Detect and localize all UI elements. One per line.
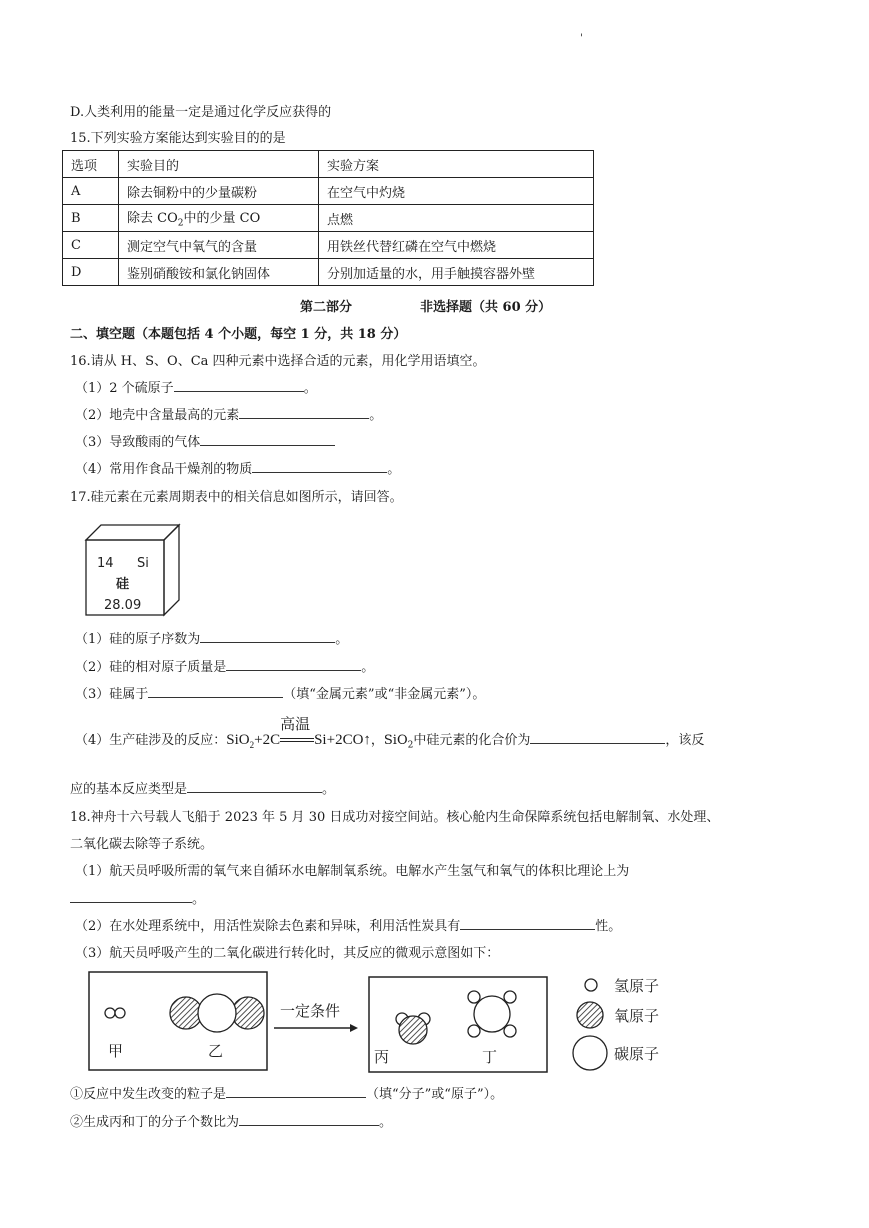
answer-blank[interactable]	[530, 731, 665, 744]
subscript: 2	[407, 740, 414, 751]
answer-blank[interactable]	[200, 433, 335, 446]
item-tail: 。	[192, 892, 206, 907]
q17-item-1	[75, 628, 348, 647]
item-tail: 。	[369, 408, 383, 423]
table-cell: 在空气中灼烧	[319, 178, 594, 205]
hydrogen-atom	[468, 1025, 480, 1037]
answer-blank[interactable]	[239, 406, 369, 419]
item-text: 应的基本反应类型是	[70, 782, 188, 797]
part-two-title: 非选择题（共 60 分）	[420, 300, 552, 315]
subscript: 2	[177, 218, 184, 229]
item-label: （4）常用作食品干燥剂的物质	[75, 462, 253, 477]
equals-line	[280, 741, 314, 742]
item-label: ②生成丙和丁的分子个数比为	[70, 1115, 240, 1130]
q18-item-2	[75, 915, 621, 934]
eq-right: Si+2CO	[314, 732, 364, 748]
part-two-label: 第二部分	[300, 300, 353, 315]
q14-option-d: D.人类利用的能量一定是通过化学反应获得的	[70, 105, 332, 120]
table-header: 选项	[63, 151, 119, 178]
q18-stem-line-2: 二氧化碳去除等子系统。	[70, 837, 214, 852]
table-cell: 除去铜粉中的少量碳粉	[119, 178, 319, 205]
hydrogen-atom	[105, 1008, 115, 1018]
top-mark: '	[580, 33, 583, 44]
q18-item-3: （3）航天员呼吸产生的二氧化碳进行转化时，其反应的微观示意图如下：	[75, 946, 500, 961]
table-cell: D	[63, 259, 119, 286]
subscript: 2	[249, 740, 255, 750]
q16-item-2	[75, 404, 382, 423]
oxygen-atom	[399, 1016, 427, 1044]
eq-left: SiO	[226, 732, 250, 748]
eq-left: +2C	[254, 732, 281, 748]
table-cell: C	[63, 232, 119, 259]
hydrogen-atom	[504, 1025, 516, 1037]
answer-blank[interactable]	[70, 890, 192, 903]
q18-item-1: （1）航天员呼吸所需的氧气来自循环水电解制氧系统。电解水产生氢气和氧气的体积比理论上为	[75, 864, 630, 879]
legend-hydrogen-symbol	[585, 979, 597, 991]
hydrogen-atom	[468, 991, 480, 1003]
cell-text: 中的少量 CO	[183, 211, 261, 227]
q15-options-table	[62, 150, 594, 286]
q18-stem-line-1: 18.神舟十六号载人飞船于 2023 年 5 月 30 日成功对接空间站。核心舱内生命保障系统包括电解制氧、水处理、	[70, 810, 720, 825]
answer-blank[interactable]	[174, 379, 304, 392]
answer-blank[interactable]	[239, 1113, 379, 1126]
answer-blank[interactable]	[187, 780, 322, 793]
table-cell: B	[63, 205, 119, 232]
q15-stem: 15.下列实验方案能达到实验目的的是	[70, 131, 286, 146]
label-jia: 甲	[108, 1042, 124, 1060]
item-label: （2）在水处理系统中，用活性炭除去色素和异味，利用活性炭具有	[75, 919, 461, 934]
table-cell: 测定空气中氧气的含量	[119, 232, 319, 259]
item-tail: 。	[303, 381, 317, 396]
table-cell: 鉴别硝酸铵和氯化钠固体	[119, 259, 319, 286]
q17-item-4-cont	[70, 778, 335, 797]
section-heading: 二、填空题（本题包括 4 个小题，每空 1 分，共 18 分）	[70, 327, 407, 342]
answer-blank[interactable]	[226, 658, 361, 671]
oxygen-atom	[232, 997, 264, 1029]
table-row	[63, 259, 594, 286]
table-row	[63, 205, 594, 232]
answer-blank[interactable]	[148, 685, 283, 698]
item-tail: （填“分子”或“原子”）。	[366, 1087, 504, 1102]
reaction-condition	[280, 716, 314, 747]
label-yi: 乙	[208, 1042, 224, 1060]
table-cell: 点燃	[319, 205, 594, 232]
item-tail: 。	[361, 660, 375, 675]
legend-hydrogen: 氢原子	[614, 977, 660, 995]
equals-line	[280, 738, 314, 739]
atomic-number: 14	[97, 556, 114, 571]
micro-reaction-diagram	[88, 970, 688, 1075]
element-symbol: Si	[137, 556, 149, 571]
condition-text: 高温	[280, 716, 311, 733]
item-label: （3）导致酸雨的气体	[75, 435, 201, 450]
table-cell: A	[63, 178, 119, 205]
hydrogen-atom	[504, 991, 516, 1003]
item-text: 中硅元素的化合价为	[413, 733, 531, 748]
item-tail: 。	[322, 782, 336, 797]
q18-sub-1	[70, 1083, 503, 1102]
q16-item-4	[75, 458, 400, 477]
carbon-atom	[198, 994, 236, 1032]
table-row	[63, 232, 594, 259]
item-label: ①反应中发生改变的粒子是	[70, 1087, 227, 1102]
legend-carbon-symbol	[573, 1036, 607, 1070]
answer-blank[interactable]	[200, 630, 335, 643]
item-label: （1）2 个硫原子	[75, 381, 174, 396]
label-ding: 丁	[482, 1048, 498, 1066]
label-bing: 丙	[374, 1048, 390, 1066]
reaction-condition: 一定条件	[280, 1002, 341, 1020]
item-tail: 性。	[595, 919, 622, 934]
q16-stem: 16.请从 H、S、O、Ca 四种元素中选择合适的元素，用化学用语填空。	[70, 354, 486, 369]
products-box	[369, 977, 547, 1072]
q18-sub-2	[70, 1111, 392, 1130]
answer-blank[interactable]	[252, 460, 387, 473]
item-label: （1）硅的原子序数为	[75, 632, 201, 647]
table-cell: 分别加适量的水，用手触摸容器外壁	[319, 259, 594, 286]
q17-item-4	[75, 716, 705, 751]
item-tail: 。	[379, 1115, 393, 1130]
hydrogen-atom	[115, 1008, 125, 1018]
atomic-mass: 28.09	[104, 598, 142, 613]
table-cell: 用铁丝代替红磷在空气中燃烧	[319, 232, 594, 259]
table-header-row	[63, 151, 594, 178]
gas-arrow: ↑	[363, 732, 371, 748]
cell-text: 除去 CO	[127, 211, 178, 227]
q18-item-1-answer	[70, 888, 205, 907]
item-tail: ，该反	[665, 733, 705, 748]
legend-oxygen-symbol	[577, 1002, 603, 1028]
q17-item-3	[75, 683, 485, 702]
item-label: （3）硅属于	[75, 687, 149, 702]
oxygen-atom	[170, 997, 202, 1029]
item-tail: 。	[387, 462, 401, 477]
chemical-equation	[226, 716, 371, 750]
answer-blank[interactable]	[226, 1085, 366, 1098]
item-label: （2）地壳中含量最高的元素	[75, 408, 240, 423]
q17-stem: 17.硅元素在元素周期表中的相关信息如图所示，请回答。	[70, 490, 403, 505]
item-text: ，SiO	[370, 733, 408, 748]
item-tail: 。	[335, 632, 349, 647]
element-name: 硅	[116, 577, 130, 592]
answer-blank[interactable]	[460, 917, 595, 930]
item-label: （2）硅的相对原子质量是	[75, 660, 227, 675]
table-header: 实验方案	[319, 151, 594, 178]
table-cell	[119, 205, 319, 232]
q16-item-3	[75, 431, 335, 450]
table-row	[63, 178, 594, 205]
legend-carbon: 碳原子	[614, 1045, 660, 1063]
item-tail: （填“金属元素”或“非金属元素”）。	[283, 687, 486, 702]
arrow-head	[350, 1024, 358, 1032]
carbon-atom	[474, 996, 510, 1032]
legend-oxygen: 氧原子	[614, 1007, 660, 1025]
q17-item-2	[75, 656, 374, 675]
item-label: （4）生产硅涉及的反应：	[75, 733, 227, 748]
table-header: 实验目的	[119, 151, 319, 178]
q16-item-1	[75, 377, 317, 396]
element-cube-figure	[84, 520, 184, 620]
